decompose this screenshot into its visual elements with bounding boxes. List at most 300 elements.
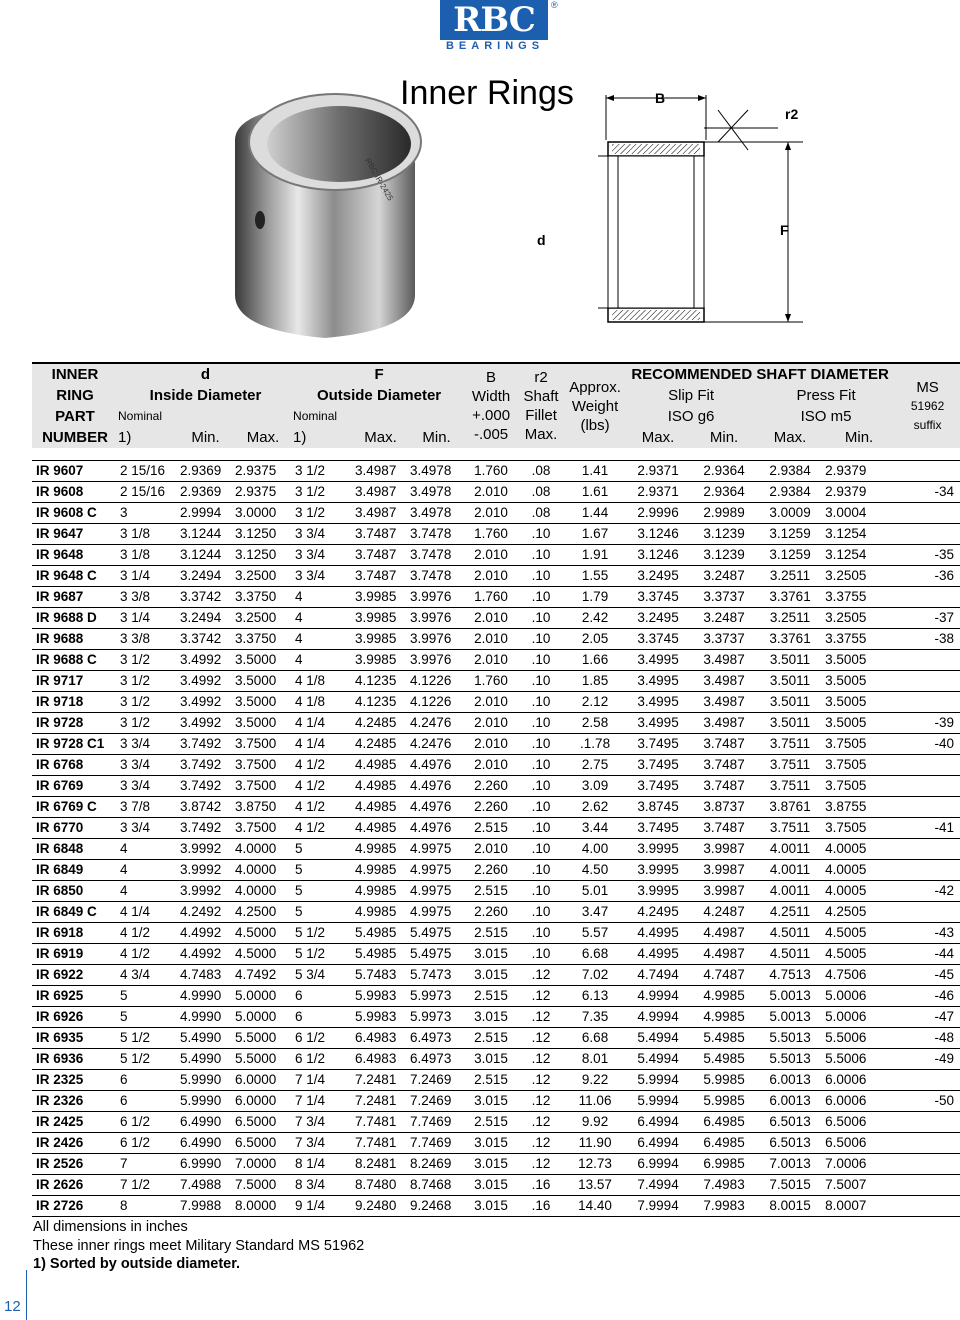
cell-f-min: 4.9975 xyxy=(408,860,465,881)
cell-f-nominal: 6 xyxy=(293,986,353,1007)
cell-press-max: 3.2511 xyxy=(757,566,823,587)
cell-part-number: IR 9728 xyxy=(32,713,118,734)
cell-part-number: IR 6918 xyxy=(32,923,118,944)
cell-d-nominal: 3 7/8 xyxy=(118,797,178,818)
cell-press-max: 6.0013 xyxy=(757,1070,823,1091)
cell-weight: 3.09 xyxy=(565,776,625,797)
cell-part-number: IR 6769 C xyxy=(32,797,118,818)
cell-press-min: 5.0006 xyxy=(823,986,895,1007)
cell-ms-suffix: -34 xyxy=(895,482,960,503)
table-row xyxy=(32,839,960,860)
cell-part-number: IR 2626 xyxy=(32,1175,118,1196)
note-units: All dimensions in inches xyxy=(33,1219,188,1235)
cell-f-min: 3.9976 xyxy=(408,650,465,671)
cell-part-number: IR 9688 C xyxy=(32,650,118,671)
cell-d-nominal: 4 1/2 xyxy=(118,923,178,944)
cell-ms-suffix: -36 xyxy=(895,566,960,587)
cell-width: 2.515 xyxy=(465,1112,517,1133)
cell-press-min: 4.0005 xyxy=(823,860,895,881)
header-d-nominal-note: 1) xyxy=(118,427,178,448)
cell-part-number: IR 6770 xyxy=(32,818,118,839)
cell-f-max: 3.4987 xyxy=(353,503,408,524)
cell-d-min: 3.2494 xyxy=(178,566,233,587)
cell-slip-min: 5.4985 xyxy=(691,1028,757,1049)
cell-press-min: 3.8755 xyxy=(823,797,895,818)
cell-slip-min: 3.2487 xyxy=(691,608,757,629)
cell-weight: 5.57 xyxy=(565,923,625,944)
cell-d-nominal: 3 1/8 xyxy=(118,524,178,545)
cell-f-nominal: 4 1/2 xyxy=(293,776,353,797)
cell-press-min: 4.5005 xyxy=(823,923,895,944)
cell-f-max: 4.9985 xyxy=(353,881,408,902)
cell-width: 3.015 xyxy=(465,1196,517,1217)
cell-weight: 9.92 xyxy=(565,1112,625,1133)
cell-d-max: 3.7500 xyxy=(233,818,293,839)
cell-width: 1.760 xyxy=(465,587,517,608)
cell-weight: 1.85 xyxy=(565,671,625,692)
cell-fillet: .10 xyxy=(517,692,565,713)
cell-press-min: 6.0006 xyxy=(823,1091,895,1112)
cell-ms-suffix: -41 xyxy=(895,818,960,839)
cell-press-min: 4.7506 xyxy=(823,965,895,986)
cell-press-min: 3.7505 xyxy=(823,818,895,839)
cell-press-max: 3.5011 xyxy=(757,713,823,734)
header-recommended-shaft: RECOMMENDED SHAFT DIAMETER xyxy=(625,363,895,385)
table-row xyxy=(32,713,960,734)
table-row xyxy=(32,734,960,755)
cell-press-max: 8.0015 xyxy=(757,1196,823,1217)
cell-f-min: 3.9976 xyxy=(408,629,465,650)
cell-d-max: 3.3750 xyxy=(233,629,293,650)
cell-f-nominal: 4 1/2 xyxy=(293,818,353,839)
cell-part-number: IR 2526 xyxy=(32,1154,118,1175)
cell-ms-suffix: -45 xyxy=(895,965,960,986)
header-d-max: Max. xyxy=(233,427,293,448)
cell-weight: .1.78 xyxy=(565,734,625,755)
cell-f-nominal: 5 xyxy=(293,902,353,923)
table-row xyxy=(32,755,960,776)
cell-d-max: 6.0000 xyxy=(233,1070,293,1091)
cell-f-nominal: 5 1/2 xyxy=(293,944,353,965)
cell-f-max: 7.2481 xyxy=(353,1091,408,1112)
table-row xyxy=(32,629,960,650)
cell-f-min: 3.7478 xyxy=(408,545,465,566)
cell-fillet: .16 xyxy=(517,1175,565,1196)
cell-f-nominal: 4 1/2 xyxy=(293,755,353,776)
cell-slip-max: 3.2495 xyxy=(625,566,691,587)
cell-part-number: IR 6850 xyxy=(32,881,118,902)
cell-d-min: 3.4992 xyxy=(178,671,233,692)
cell-press-max: 4.7513 xyxy=(757,965,823,986)
cell-d-nominal: 8 xyxy=(118,1196,178,1217)
cell-slip-max: 3.3745 xyxy=(625,629,691,650)
cell-slip-min: 3.7487 xyxy=(691,755,757,776)
cell-width: 2.260 xyxy=(465,860,517,881)
cell-press-min: 3.5005 xyxy=(823,671,895,692)
cell-weight: 2.42 xyxy=(565,608,625,629)
cell-weight: 3.47 xyxy=(565,902,625,923)
cell-d-max: 3.7500 xyxy=(233,755,293,776)
cell-d-nominal: 3 3/4 xyxy=(118,776,178,797)
cell-slip-min: 3.4987 xyxy=(691,692,757,713)
cell-fillet: .10 xyxy=(517,776,565,797)
cell-f-max: 4.1235 xyxy=(353,671,408,692)
cell-f-min: 7.2469 xyxy=(408,1091,465,1112)
cell-d-nominal: 3 1/2 xyxy=(118,713,178,734)
inner-rings-table xyxy=(32,362,960,1217)
header-weight: Approx. Weight (lbs) xyxy=(565,363,625,448)
cell-f-nominal: 4 1/4 xyxy=(293,713,353,734)
cell-fillet: .10 xyxy=(517,902,565,923)
cell-width: 2.010 xyxy=(465,482,517,503)
cell-width: 2.260 xyxy=(465,902,517,923)
cell-press-min: 3.7505 xyxy=(823,755,895,776)
cell-f-min: 8.2469 xyxy=(408,1154,465,1175)
cell-part-number: IR 9608 xyxy=(32,482,118,503)
cell-press-min: 7.0006 xyxy=(823,1154,895,1175)
table-row xyxy=(32,923,960,944)
cell-d-max: 4.0000 xyxy=(233,860,293,881)
cell-d-min: 3.2494 xyxy=(178,608,233,629)
cell-press-min: 3.7505 xyxy=(823,734,895,755)
cell-ms-suffix: -37 xyxy=(895,608,960,629)
cell-part-number: IR 2326 xyxy=(32,1091,118,1112)
cell-weight: 2.05 xyxy=(565,629,625,650)
cell-f-nominal: 3 1/2 xyxy=(293,461,353,482)
cell-press-max: 3.7511 xyxy=(757,818,823,839)
cell-d-min: 4.9990 xyxy=(178,1007,233,1028)
cell-slip-max: 3.4995 xyxy=(625,650,691,671)
cell-slip-max: 5.9994 xyxy=(625,1070,691,1091)
cell-slip-max: 5.4994 xyxy=(625,1028,691,1049)
cell-f-nominal: 6 1/2 xyxy=(293,1028,353,1049)
cell-f-max: 6.4983 xyxy=(353,1049,408,1070)
cell-ms-suffix xyxy=(895,839,960,860)
table-row xyxy=(32,1175,960,1196)
table-row xyxy=(32,1112,960,1133)
cell-press-min: 3.2505 xyxy=(823,608,895,629)
cell-fillet: .10 xyxy=(517,629,565,650)
cell-f-min: 4.1226 xyxy=(408,671,465,692)
cell-slip-min: 3.3737 xyxy=(691,587,757,608)
cell-press-min: 7.5007 xyxy=(823,1175,895,1196)
cell-width: 2.010 xyxy=(465,734,517,755)
cell-f-min: 3.7478 xyxy=(408,566,465,587)
cell-slip-min: 5.4985 xyxy=(691,1049,757,1070)
cell-d-nominal: 5 xyxy=(118,986,178,1007)
cell-d-nominal: 2 15/16 xyxy=(118,461,178,482)
cell-d-min: 3.7492 xyxy=(178,734,233,755)
cell-d-max: 4.7492 xyxy=(233,965,293,986)
cell-press-min: 3.5005 xyxy=(823,650,895,671)
cell-ms-suffix xyxy=(895,776,960,797)
cell-slip-max: 2.9996 xyxy=(625,503,691,524)
dim-d-label: d xyxy=(537,232,546,248)
cell-press-max: 5.5013 xyxy=(757,1049,823,1070)
cell-press-max: 4.0011 xyxy=(757,881,823,902)
cell-f-min: 5.7473 xyxy=(408,965,465,986)
cell-width: 2.260 xyxy=(465,797,517,818)
cell-f-nominal: 5 xyxy=(293,881,353,902)
cell-d-nominal: 3 3/4 xyxy=(118,734,178,755)
page-margin-line xyxy=(26,1270,27,1320)
cell-fillet: .10 xyxy=(517,839,565,860)
table-row xyxy=(32,965,960,986)
cell-d-min: 5.4990 xyxy=(178,1049,233,1070)
cell-width: 2.010 xyxy=(465,566,517,587)
cell-slip-min: 2.9364 xyxy=(691,461,757,482)
table-row xyxy=(32,650,960,671)
cell-d-nominal: 6 xyxy=(118,1070,178,1091)
cell-f-min: 6.4973 xyxy=(408,1028,465,1049)
cell-d-max: 5.5000 xyxy=(233,1028,293,1049)
cell-weight: 2.12 xyxy=(565,692,625,713)
cell-width: 2.515 xyxy=(465,818,517,839)
cell-part-number: IR 6936 xyxy=(32,1049,118,1070)
table-row xyxy=(32,860,960,881)
cell-slip-max: 3.7495 xyxy=(625,734,691,755)
cell-slip-min: 3.3737 xyxy=(691,629,757,650)
cell-width: 2.515 xyxy=(465,986,517,1007)
cell-d-nominal: 4 xyxy=(118,839,178,860)
cell-fillet: .12 xyxy=(517,1091,565,1112)
cell-d-max: 3.8750 xyxy=(233,797,293,818)
cell-d-nominal: 3 1/4 xyxy=(118,608,178,629)
cell-fillet: .10 xyxy=(517,755,565,776)
cell-width: 2.515 xyxy=(465,1028,517,1049)
cell-f-min: 4.2476 xyxy=(408,734,465,755)
cell-fillet: .12 xyxy=(517,1112,565,1133)
cell-slip-min: 3.7487 xyxy=(691,734,757,755)
header-press-max: Max. xyxy=(757,427,823,448)
cell-fillet: .10 xyxy=(517,944,565,965)
cell-d-max: 3.7500 xyxy=(233,776,293,797)
cell-slip-min: 6.9985 xyxy=(691,1154,757,1175)
cell-d-min: 3.9992 xyxy=(178,881,233,902)
cell-f-max: 3.7487 xyxy=(353,566,408,587)
cell-weight: 7.02 xyxy=(565,965,625,986)
cell-d-min: 5.9990 xyxy=(178,1070,233,1091)
cell-fillet: .10 xyxy=(517,797,565,818)
cell-press-min: 3.0004 xyxy=(823,503,895,524)
cell-f-nominal: 4 xyxy=(293,587,353,608)
cell-d-max: 4.5000 xyxy=(233,923,293,944)
table-row xyxy=(32,944,960,965)
table-row xyxy=(32,545,960,566)
cell-weight: 11.90 xyxy=(565,1133,625,1154)
cell-d-nominal: 3 1/8 xyxy=(118,545,178,566)
cell-d-max: 7.0000 xyxy=(233,1154,293,1175)
cell-ms-suffix: -50 xyxy=(895,1091,960,1112)
cell-ms-suffix: -38 xyxy=(895,629,960,650)
cell-f-nominal: 7 3/4 xyxy=(293,1133,353,1154)
cell-d-nominal: 3 3/4 xyxy=(118,755,178,776)
cell-fillet: .10 xyxy=(517,671,565,692)
cell-part-number: IR 9648 xyxy=(32,545,118,566)
cell-weight: 6.68 xyxy=(565,944,625,965)
cell-f-max: 4.4985 xyxy=(353,776,408,797)
cell-f-min: 7.2469 xyxy=(408,1070,465,1091)
header-f-min: Min. xyxy=(408,427,465,448)
cell-ms-suffix xyxy=(895,860,960,881)
cell-d-max: 7.5000 xyxy=(233,1175,293,1196)
cell-weight: 1.55 xyxy=(565,566,625,587)
cell-weight: 9.22 xyxy=(565,1070,625,1091)
cell-f-max: 5.4985 xyxy=(353,944,408,965)
cell-slip-max: 4.7494 xyxy=(625,965,691,986)
cell-d-nominal: 3 1/2 xyxy=(118,671,178,692)
cell-f-nominal: 5 3/4 xyxy=(293,965,353,986)
cell-f-max: 4.1235 xyxy=(353,692,408,713)
cell-slip-min: 3.9987 xyxy=(691,860,757,881)
cell-weight: 11.06 xyxy=(565,1091,625,1112)
header-d-symbol: d xyxy=(118,363,293,385)
cell-f-max: 5.9983 xyxy=(353,1007,408,1028)
cell-width: 2.010 xyxy=(465,839,517,860)
cell-width: 3.015 xyxy=(465,944,517,965)
cell-d-max: 3.2500 xyxy=(233,566,293,587)
cell-width: 2.010 xyxy=(465,650,517,671)
cell-d-min: 4.4992 xyxy=(178,944,233,965)
cell-width: 2.010 xyxy=(465,713,517,734)
cell-ms-suffix: -43 xyxy=(895,923,960,944)
cell-slip-max: 6.4994 xyxy=(625,1112,691,1133)
cell-f-max: 4.4985 xyxy=(353,818,408,839)
cell-slip-max: 2.9371 xyxy=(625,461,691,482)
cell-press-max: 3.3761 xyxy=(757,587,823,608)
cell-weight: 12.73 xyxy=(565,1154,625,1175)
cell-weight: 2.62 xyxy=(565,797,625,818)
cell-ms-suffix xyxy=(895,587,960,608)
cell-width: 3.015 xyxy=(465,1091,517,1112)
cell-width: 2.515 xyxy=(465,923,517,944)
cell-f-min: 3.9976 xyxy=(408,587,465,608)
cell-press-min: 8.0007 xyxy=(823,1196,895,1217)
cell-d-max: 2.9375 xyxy=(233,482,293,503)
cell-d-nominal: 3 3/8 xyxy=(118,587,178,608)
header-press-fit: Press Fit xyxy=(757,385,895,406)
cell-f-nominal: 8 3/4 xyxy=(293,1175,353,1196)
cell-weight: 3.44 xyxy=(565,818,625,839)
cell-f-nominal: 4 xyxy=(293,650,353,671)
cell-slip-min: 3.4987 xyxy=(691,713,757,734)
cell-width: 3.015 xyxy=(465,1049,517,1070)
cell-f-max: 3.7487 xyxy=(353,545,408,566)
cell-slip-max: 3.2495 xyxy=(625,608,691,629)
cell-press-min: 6.5006 xyxy=(823,1133,895,1154)
header-d-nominal: Nominal xyxy=(118,406,178,427)
cell-f-min: 8.7468 xyxy=(408,1175,465,1196)
cell-ms-suffix xyxy=(895,797,960,818)
logo-mark: RBC xyxy=(440,0,548,40)
cell-part-number: IR 6926 xyxy=(32,1007,118,1028)
cell-slip-min: 3.1239 xyxy=(691,545,757,566)
cell-ms-suffix xyxy=(895,692,960,713)
cell-press-min: 4.0005 xyxy=(823,881,895,902)
cell-fillet: .08 xyxy=(517,503,565,524)
cell-f-max: 3.9985 xyxy=(353,650,408,671)
cell-f-max: 4.9985 xyxy=(353,839,408,860)
cell-slip-max: 4.9994 xyxy=(625,1007,691,1028)
cell-fillet: .12 xyxy=(517,1154,565,1175)
table-body xyxy=(32,461,960,1217)
cell-weight: 8.01 xyxy=(565,1049,625,1070)
cell-f-max: 4.9985 xyxy=(353,902,408,923)
cell-f-nominal: 4 1/4 xyxy=(293,734,353,755)
cell-f-nominal: 3 3/4 xyxy=(293,524,353,545)
cell-f-nominal: 4 1/8 xyxy=(293,692,353,713)
cell-f-max: 3.4987 xyxy=(353,482,408,503)
cell-fillet: .12 xyxy=(517,986,565,1007)
cell-weight: 6.13 xyxy=(565,986,625,1007)
cell-width: 2.010 xyxy=(465,692,517,713)
cell-f-min: 3.7478 xyxy=(408,524,465,545)
table-row xyxy=(32,1154,960,1175)
cell-ms-suffix xyxy=(895,1112,960,1133)
header-part-number: INNER RING PART NUMBER xyxy=(32,363,118,448)
cell-d-min: 6.9990 xyxy=(178,1154,233,1175)
cell-press-max: 2.9384 xyxy=(757,482,823,503)
cell-d-min: 2.9369 xyxy=(178,461,233,482)
cell-f-min: 5.4975 xyxy=(408,944,465,965)
cell-d-nominal: 3 3/8 xyxy=(118,629,178,650)
cell-slip-min: 3.7487 xyxy=(691,776,757,797)
table-row xyxy=(32,797,960,818)
cell-d-min: 3.8742 xyxy=(178,797,233,818)
cell-d-min: 3.1244 xyxy=(178,545,233,566)
cell-d-nominal: 7 xyxy=(118,1154,178,1175)
cell-press-min: 3.1254 xyxy=(823,545,895,566)
cell-f-max: 3.4987 xyxy=(353,461,408,482)
note-standard: These inner rings meet Military Standard MS 51962 xyxy=(33,1237,365,1254)
cell-part-number: IR 9607 xyxy=(32,461,118,482)
cell-f-max: 4.2485 xyxy=(353,734,408,755)
cell-slip-min: 5.9985 xyxy=(691,1091,757,1112)
cell-slip-min: 3.1239 xyxy=(691,524,757,545)
cell-part-number: IR 9647 xyxy=(32,524,118,545)
cell-slip-max: 3.9995 xyxy=(625,860,691,881)
cell-weight: 14.40 xyxy=(565,1196,625,1217)
cell-f-min: 4.4976 xyxy=(408,797,465,818)
cell-f-max: 7.7481 xyxy=(353,1133,408,1154)
cell-f-min: 3.4978 xyxy=(408,461,465,482)
table-row xyxy=(32,1091,960,1112)
table-row xyxy=(32,1070,960,1091)
cell-part-number: IR 9687 xyxy=(32,587,118,608)
cell-fillet: .16 xyxy=(517,1196,565,1217)
cell-slip-max: 5.4994 xyxy=(625,1049,691,1070)
cell-slip-max: 3.1246 xyxy=(625,545,691,566)
cell-width: 2.010 xyxy=(465,608,517,629)
cell-press-min: 5.5006 xyxy=(823,1049,895,1070)
cell-press-min: 6.5006 xyxy=(823,1112,895,1133)
cell-f-min: 5.9973 xyxy=(408,1007,465,1028)
cell-slip-min: 4.9985 xyxy=(691,1007,757,1028)
table-row xyxy=(32,1133,960,1154)
cell-d-min: 6.4990 xyxy=(178,1112,233,1133)
header-outside-diameter: Outside Diameter xyxy=(293,385,465,406)
page-number: 12 xyxy=(4,1298,21,1315)
cell-d-nominal: 3 xyxy=(118,503,178,524)
cell-d-min: 3.4992 xyxy=(178,713,233,734)
table-row xyxy=(32,1049,960,1070)
cell-d-min: 2.9994 xyxy=(178,503,233,524)
cell-slip-min: 7.9983 xyxy=(691,1196,757,1217)
cell-d-min: 5.4990 xyxy=(178,1028,233,1049)
cell-ms-suffix: -35 xyxy=(895,545,960,566)
cell-d-nominal: 4 3/4 xyxy=(118,965,178,986)
cell-d-max: 4.2500 xyxy=(233,902,293,923)
